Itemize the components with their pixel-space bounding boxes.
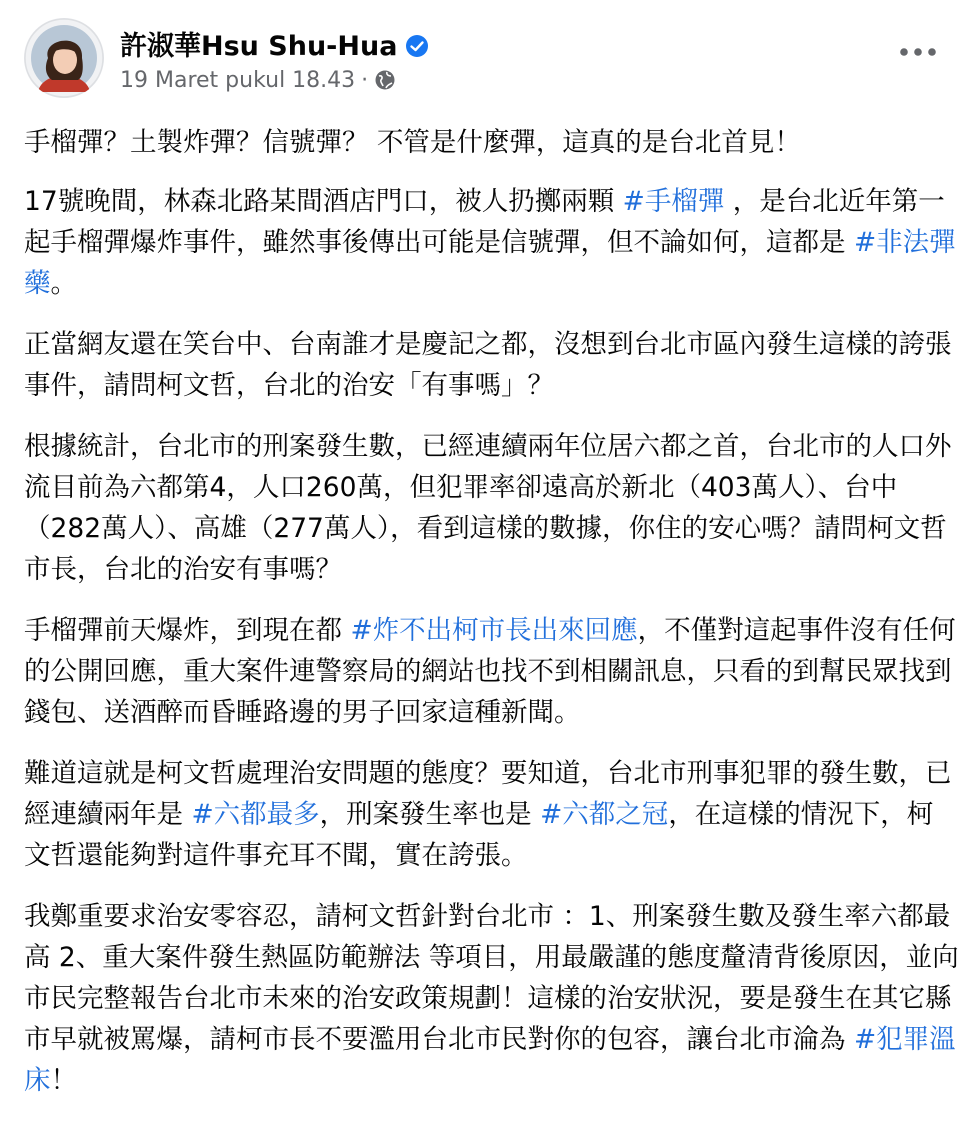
p2-text-c: 。 bbox=[50, 268, 77, 299]
meta-separator: · bbox=[361, 68, 369, 93]
p5-text-b: ，不僅對這起事件沒有任何的公開回應，重大案件連警察局的網站也找不到相關訊息，只看的到幫民眾找到錢包、送酒醉而昏睡路邊的男子回家這種新聞。 bbox=[24, 615, 956, 728]
paragraph-7 bbox=[24, 896, 959, 1101]
paragraph-3 bbox=[24, 324, 959, 406]
hashtag-mayor-response[interactable]: #炸不出柯市長出來回應 bbox=[350, 615, 638, 646]
p6-text-a: 難道這就是柯文哲處理治安問題的態度？要知道，台北市刑事犯罪的發生數，已經連續兩年是 bbox=[24, 758, 952, 830]
p7-text-b: ！ bbox=[50, 1065, 77, 1096]
more-options-icon[interactable] bbox=[896, 40, 940, 64]
paragraph-4 bbox=[24, 426, 959, 590]
globe-icon[interactable] bbox=[374, 69, 396, 91]
p4-text: 根據統計，台北市的刑案發生數，已經連續兩年位居六都之首，台北市的人口外流目前為六都第4，人口260萬，但犯罪率卻遠高於新北（403萬人）、台中（282萬人）、高雄（277萬人），看到這樣的數據，你住的安心嗎？請問柯文哲市長，台北的治安有事嗎？ bbox=[24, 431, 952, 585]
paragraph-5 bbox=[24, 610, 959, 733]
verified-badge-icon bbox=[405, 34, 429, 58]
paragraph-2 bbox=[24, 181, 959, 304]
avatar[interactable] bbox=[24, 18, 104, 98]
p7-text-a: 我鄭重要求治安零容忍，請柯文哲針對台北市 ：1、刑案發生數及發生率六都最高 2、重大案件發生熱區防範辦法 等項目，用最嚴謹的態度釐清背後原因，並向市民完整報告台北市未來的治安政策規劃！這樣的治安狀況，要是發生在其它縣市早就被罵爆，請柯市長不要濫用台北市民對你的包容，讓台北市淪為 bbox=[24, 901, 959, 1055]
p6-text-b: ，刑案發生率也是 bbox=[319, 799, 541, 830]
p1-text: 手榴彈？土製炸彈？信號彈？ 不管是什麼彈，這真的是台北首見！ bbox=[24, 127, 801, 158]
post-header bbox=[24, 18, 956, 108]
p2-text-a: 17號晚間，林森北路某間酒店門口，被人扔擲兩顆 bbox=[24, 186, 623, 217]
hashtag-top-of-six-cities[interactable]: #六都之冠 bbox=[540, 799, 669, 830]
p2-text-b: ，是台北近年第一起手榴彈爆炸事件，雖然事後傳出可能是信號彈，但不論如何，這都是 bbox=[24, 186, 945, 258]
p3-text: 正當網友還在笑台中、台南誰才是慶記之都，沒想到台北市區內發生這樣的誇張事件，請問柯文哲，台北的治安「有事嗎」？ bbox=[24, 329, 952, 401]
paragraph-6 bbox=[24, 753, 959, 876]
p6-text-c: ，在這樣的情況下，柯文哲還能夠對這件事充耳不聞，實在誇張。 bbox=[24, 799, 934, 871]
hashtag-most-in-six-cities[interactable]: #六都最多 bbox=[191, 799, 320, 830]
p5-text-a: 手榴彈前天爆炸，到現在都 bbox=[24, 615, 351, 646]
author-name[interactable] bbox=[120, 24, 429, 63]
post-timestamp[interactable]: 19 Maret pukul 18.43 bbox=[120, 68, 356, 93]
hashtag-crime-hotbed[interactable]: #犯罪溫床 bbox=[24, 1024, 956, 1096]
hashtag-illegal-ammunition[interactable]: #非法彈藥 bbox=[24, 227, 956, 299]
paragraph-1 bbox=[24, 122, 959, 163]
post-body bbox=[24, 122, 959, 1121]
avatar-photo bbox=[24, 18, 104, 98]
hashtag-hand-grenade[interactable]: #手榴彈 bbox=[622, 186, 725, 217]
author-name-text[interactable]: 許淑華Hsu Shu-Hua bbox=[120, 31, 398, 62]
post-meta bbox=[120, 68, 396, 93]
